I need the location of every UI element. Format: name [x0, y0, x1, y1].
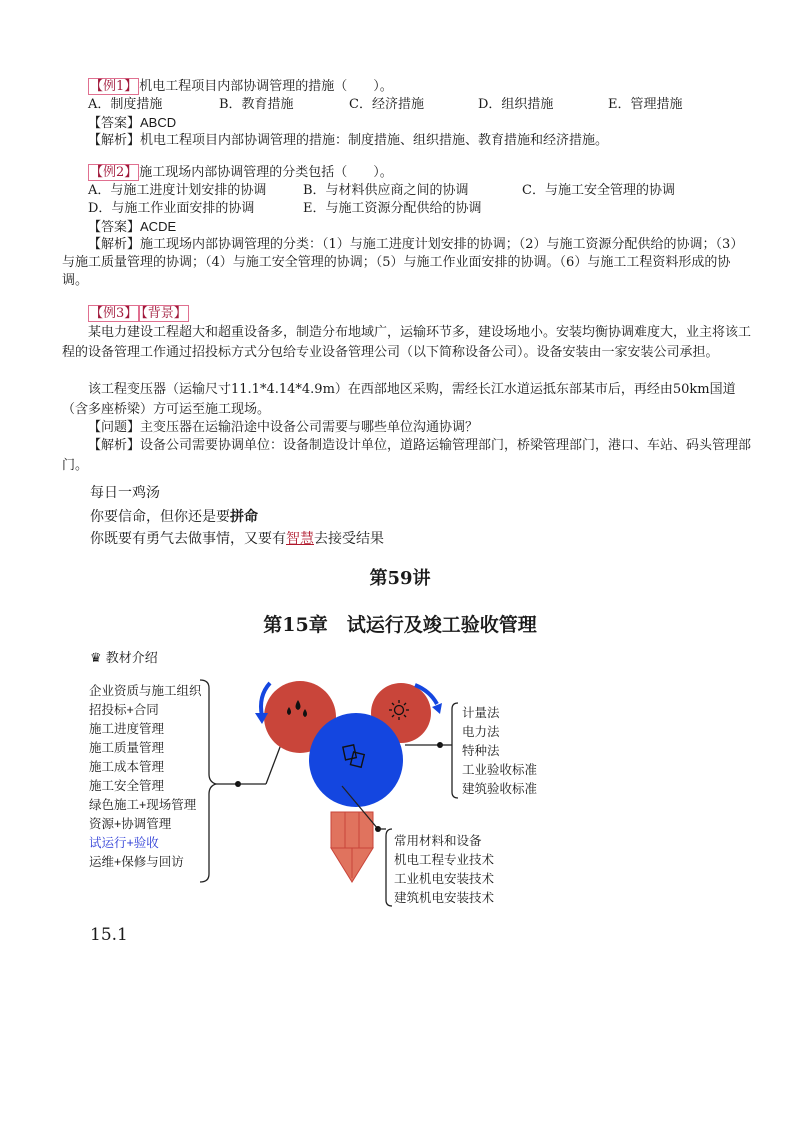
ex1-analysis-text: 机电工程项目内部协调管理的措施：制度措施、组织措施、教育措施和经济措施。 [140, 133, 609, 148]
ex2-option-e: E．与施工资源分配供给的协调 [303, 201, 482, 216]
left-topic-item: 施工进度管理 [89, 722, 165, 736]
soup-title: 每日一鸡汤 [90, 485, 160, 501]
ex2-option-c: C．与施工安全管理的协调 [522, 183, 675, 198]
law-item: 工业验收标准 [462, 763, 538, 777]
ex2-tag: 【例2】 [90, 165, 138, 180]
ex2-answer-label: 【答案】 [88, 220, 141, 235]
section-number: 15.1 [90, 925, 128, 945]
soup-line1-bold: 拼命 [230, 509, 258, 525]
right-bottom-list [394, 832, 494, 908]
intro-label: 教材介绍 [105, 651, 158, 666]
law-item: 电力法 [462, 725, 500, 739]
ex1-option-e: E．管理措施 [608, 97, 683, 112]
law-item: 特种法 [462, 744, 500, 758]
ex3-tag: 【例3】 [90, 306, 138, 321]
left-topic-item: 绿色施工+现场管理 [89, 798, 197, 812]
left-bracket [200, 680, 216, 882]
lecture-title: 第59讲 [369, 568, 431, 589]
ex3-question-label: 【问题】 [88, 420, 141, 435]
tech-item: 常用材料和设备 [394, 834, 482, 848]
left-topic-item: 施工成本管理 [89, 760, 165, 774]
left-topic-item: 施工安全管理 [89, 779, 165, 793]
left-topic-item: 企业资质与施工组织 [89, 684, 202, 698]
chapter-title: 第15章 试运行及竣工验收管理 [263, 614, 537, 636]
soup-line2-text: 你既要有勇气去做事情，又要有 [90, 531, 286, 547]
tech-item: 建筑机电安装技术 [394, 891, 495, 905]
ex2-option-a: A．与施工进度计划安排的协调 [88, 183, 267, 198]
ex1-option-c: C．经济措施 [349, 97, 424, 112]
soup-wisdom-link[interactable]: 智慧 [286, 531, 314, 547]
center-blue-circle [309, 713, 403, 807]
ex3-background-p2: 该工程变压器（运输尺寸11.1*4.14*4.9m）在西部地区采购，需经长江水道运抵东部某市后，再经由50km国道（含多座桥梁）方可运至施工现场。 [62, 382, 736, 417]
ex1-answer-label: 【答案】 [88, 116, 141, 131]
left-topic-item: 资源+协调管理 [89, 817, 172, 831]
ex2-option-d: D．与施工作业面安排的协调 [88, 201, 255, 216]
ex1-tag: 【例1】 [90, 79, 138, 94]
ex3-background-p1: 某电力建设工程超大和超重设备多，制造分布地域广，运输环节多，建设场地小。安装均衡协调难度大，业主将该工程的设备管理工作通过招投标方式分包给专业设备管理公司（以下简称设备公司）。设备安装由一家安装公司承担。 [62, 325, 752, 360]
ex1-option-a: A．制度措施 [88, 97, 163, 112]
right-top-list [462, 704, 537, 799]
ex2-question-text: 施工现场内部协调管理的分类包括（ ）。 [139, 165, 393, 180]
tech-item: 工业机电安装技术 [394, 872, 495, 886]
tech-item: 机电工程专业技术 [394, 853, 495, 867]
law-item: 计量法 [462, 706, 500, 720]
ex2-option-b: B．与材料供应商之间的协调 [303, 183, 469, 198]
right-top-bracket [452, 703, 458, 798]
ex1-option-d: D．组织措施 [478, 97, 554, 112]
ex1-answer-value: ABCD [140, 115, 177, 130]
soup-line1-text: 你要信命，但你还是要 [90, 509, 230, 525]
crown-icon: ♛ [90, 651, 102, 666]
left-topic-item: 运维+保修与回访 [89, 855, 184, 869]
ex3-analysis-label: 【解析】 [88, 438, 141, 453]
law-item: 建筑验收标准 [462, 782, 538, 796]
ex1-option-b: B．教育措施 [219, 97, 294, 112]
ex2-analysis-label: 【解析】 [88, 237, 141, 252]
pencil-icon [331, 812, 373, 882]
left-topic-item: 招投标+合同 [89, 703, 159, 717]
left-topic-list [89, 682, 202, 872]
ex3-analysis-text: 设备公司需要协调单位：设备制造设计单位，道路运输管理部门，桥梁管理部门，港口、车站、码头管理部门。 [62, 438, 752, 473]
soup-line2-end: 去接受结果 [314, 531, 384, 547]
ex2-answer-value: ACDE [140, 219, 177, 234]
left-topic-item: 施工质量管理 [89, 741, 165, 755]
ex3-question-text: 主变压器在运输沿途中设备公司需要与哪些单位沟通协调？ [140, 420, 479, 435]
left-topic-item-highlighted: 试运行+验收 [89, 836, 159, 850]
right-bottom-bracket [386, 829, 392, 906]
ex1-question-text: 机电工程项目内部协调管理的措施（ ）。 [139, 79, 393, 94]
ex3-background-tag: 【背景】 [141, 306, 187, 321]
ex1-analysis-label: 【解析】 [88, 133, 141, 148]
ex2-analysis-text: 施工现场内部协调管理的分类：（1）与施工进度计划安排的协调；（2）与施工资源分配供给的协调；（3）与施工质量管理的协调；（4）与施工安全管理的协调；（5）与施工作业面安排的协调。（6）与施工工程资料形成的协调。 [62, 237, 744, 288]
